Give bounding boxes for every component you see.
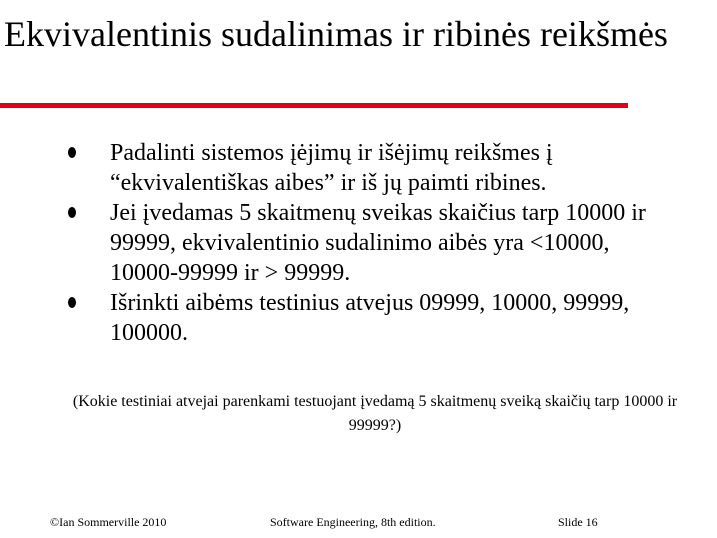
- bullet-dot-icon: [68, 297, 76, 308]
- footer-book-title: Software Engineering, 8th edition.: [270, 515, 436, 529]
- footer-copyright: ©Ian Sommerville 2010: [50, 515, 167, 529]
- footer-slide-number: Slide 16: [558, 515, 598, 529]
- bullet-text: Išrinkti aibėms testinius atvejus 09999, 10000, 99999, 100000.: [110, 290, 630, 346]
- slide-title: Ekvivalentinis sudalinimas ir ribinės reikšmės: [4, 14, 668, 54]
- bullet-dot-icon: [68, 207, 76, 218]
- title-underline: [0, 103, 628, 108]
- bullet-item-3: [0, 288, 670, 348]
- bullet-text: Padalinti sistemos įėjimų ir išėjimų reikšmes į “ekvivalentiškas aibes” ir iš jų paimti ribines.: [110, 140, 553, 196]
- bullet-item-1: [0, 138, 670, 198]
- question-note: (Kokie testiniai atvejai parenkami testuojant įvedamą 5 skaitmenų sveiką skaičių tarp 10000 ir 99999?): [72, 393, 678, 434]
- bullet-dot-icon: [68, 147, 76, 158]
- bullet-text: Jei įvedamas 5 skaitmenų sveikas skaičius tarp 10000 ir 99999, ekvivalentinio sudalinimo aibės yra <10000, 10000-99999 ir > 99999.: [110, 200, 646, 286]
- bullet-item-2: [0, 198, 670, 288]
- bullet-list: [0, 138, 717, 348]
